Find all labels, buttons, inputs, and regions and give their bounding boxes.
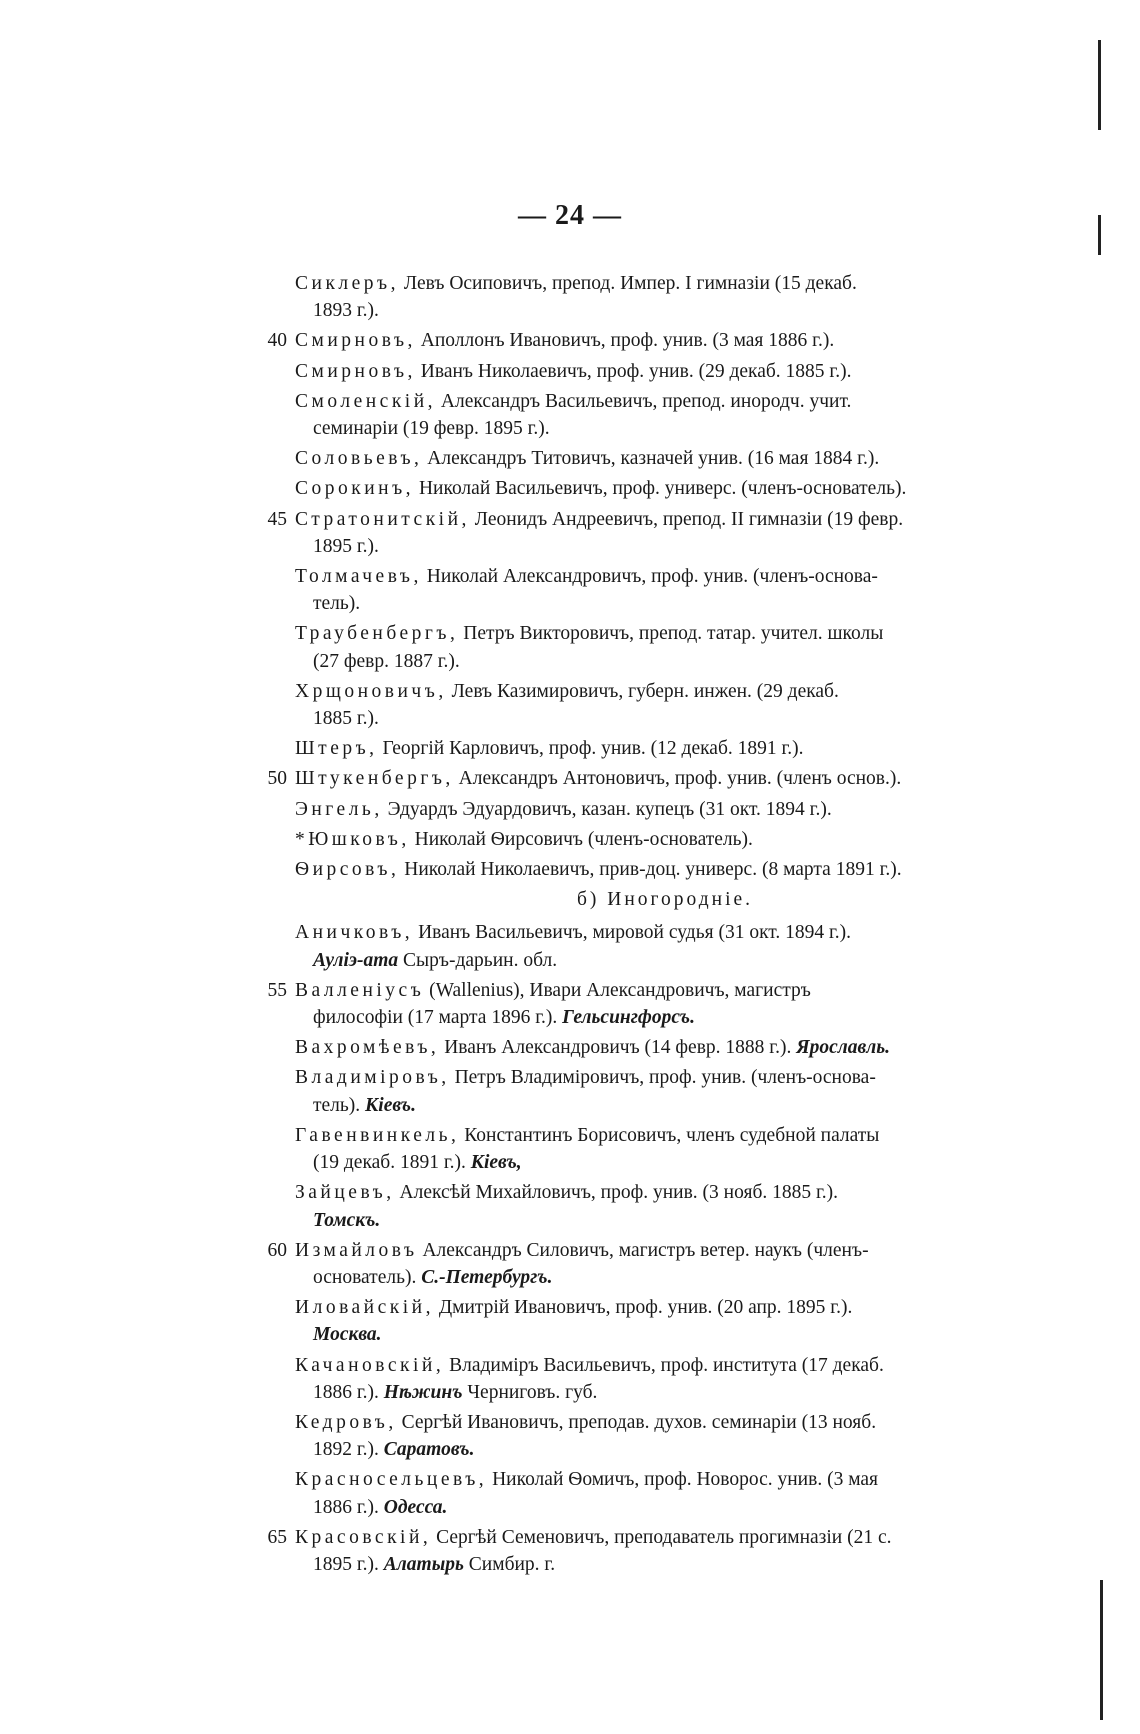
- entry-surname: Аничковъ,: [295, 922, 414, 944]
- entry-place: Аулiэ-ата: [313, 949, 399, 971]
- entry-line: [255, 1264, 1035, 1291]
- entry-text: Николай Николаевичъ, прив-доц. универс. (8 марта 1891 г.).: [404, 859, 902, 881]
- entry-line: [255, 735, 1035, 762]
- list-item: [255, 1466, 1035, 1520]
- entry-surname: Кедровъ,: [295, 1411, 397, 1433]
- entry-surname: Красносельцевъ,: [295, 1469, 488, 1491]
- entries-list: [255, 270, 1035, 1581]
- list-item: [255, 358, 1035, 385]
- entry-line: [255, 1321, 1035, 1348]
- entry-line: [255, 1436, 1035, 1463]
- entry-line: [255, 533, 1035, 560]
- entry-line: [255, 388, 1035, 415]
- entry-text: Владиміръ Васильевичъ, проф. института (17 декаб.: [449, 1354, 884, 1376]
- entry-number: 45: [267, 508, 287, 530]
- entry-surname: Траубенбергъ,: [295, 623, 459, 645]
- entry-line: [255, 563, 1035, 590]
- entry-text: Петръ Владиміровичъ, проф. унив. (членъ-основа-: [454, 1067, 876, 1089]
- entry-surname: Иловайскій,: [295, 1297, 434, 1319]
- entry-line: [255, 1466, 1035, 1493]
- scan-edge-line: [1098, 40, 1101, 130]
- entry-surname: Измайловъ: [295, 1239, 418, 1261]
- entry-text: Николай Васильевичъ, проф. универс. (членъ-основатель).: [418, 478, 907, 500]
- entry-line: [255, 1524, 1035, 1551]
- list-item: [255, 506, 1035, 560]
- entry-surname: Толмачевъ,: [295, 566, 422, 588]
- entry-line: [255, 648, 1035, 675]
- entry-surname: Соловьевъ,: [295, 448, 423, 470]
- entry-line: [255, 1352, 1035, 1379]
- entry-surname: Смоленскій,: [295, 390, 437, 412]
- entry-number: 60: [267, 1239, 287, 1261]
- entry-line: [255, 1064, 1035, 1091]
- entry-line: [255, 765, 1035, 792]
- entry-text: 1895 г.).: [313, 1553, 379, 1575]
- entry-line: [255, 270, 1035, 297]
- entry-text: Николай Ѳомичъ, проф. Новорос. унив. (3 мая: [492, 1469, 879, 1491]
- entry-text: тель).: [313, 1094, 361, 1116]
- entry-text: Левъ Осиповичъ, препод. Импер. I гимназіи (15 декаб.: [403, 273, 857, 294]
- entry-text: 1886 г.).: [313, 1381, 379, 1403]
- entry-line: [255, 1034, 1035, 1061]
- list-item: [255, 475, 1035, 502]
- entry-surname: Качановскій,: [295, 1354, 445, 1376]
- entry-number: 65: [267, 1526, 287, 1548]
- entry-text: Сергѣй Семеновичъ, преподаватель прогимназіи (21 с.: [436, 1526, 892, 1548]
- entry-text: Леонидъ Андреевичъ, препод. II гимназіи (19 февр.: [474, 508, 904, 530]
- list-item: [255, 678, 1035, 732]
- entry-text: Иванъ Николаевичъ, проф. унив. (29 декаб. 1885 г.).: [420, 360, 852, 382]
- entry-surname: Ѳирсовъ,: [295, 859, 400, 881]
- list-item: [255, 388, 1035, 442]
- entry-text: философіи (17 марта 1896 г.).: [313, 1007, 558, 1029]
- entry-surname: Хрщоновичъ,: [295, 680, 447, 702]
- entry-place: Гельсингфорсъ.: [562, 1007, 695, 1029]
- entry-surname: Гавенвинкель,: [295, 1124, 460, 1146]
- entry-text: Александръ Антоновичъ, проф. унив. (членъ основ.).: [458, 768, 902, 790]
- list-item: [255, 620, 1035, 674]
- entry-text: Аполлонъ Ивановичъ, проф. унив. (3 мая 1886 г.).: [420, 330, 835, 352]
- entry-surname: Красовскій,: [295, 1526, 432, 1548]
- list-item: [255, 1294, 1035, 1348]
- entry-text: Константинъ Борисовичъ, членъ судебной палаты: [464, 1124, 880, 1146]
- list-item: [255, 919, 1035, 973]
- entry-line: [255, 1294, 1035, 1321]
- list-item: [255, 1237, 1035, 1291]
- entry-line: [255, 826, 1035, 853]
- list-item: [255, 1409, 1035, 1463]
- entry-text: семинаріи (19 февр. 1895 г.).: [313, 418, 550, 440]
- entry-surname: Валленіусъ: [295, 979, 425, 1001]
- entry-surname: Штеръ,: [295, 738, 378, 760]
- entry-line: [255, 475, 1035, 502]
- list-item: [255, 856, 1035, 883]
- page-number: — 24 —: [518, 200, 622, 231]
- entry-surname: Вахромѣевъ,: [295, 1037, 440, 1059]
- entry-surname: *Юшковъ,: [295, 828, 410, 850]
- entry-text: 1886 г.).: [313, 1496, 379, 1518]
- entry-line: [255, 297, 1035, 324]
- entry-text: Алексѣй Михайловичъ, проф. унив. (3 нояб. 1885 г.).: [399, 1182, 839, 1204]
- entry-text: Николай Александровичъ, проф. унив. (членъ-основа-: [426, 566, 878, 588]
- list-item: [255, 445, 1035, 472]
- entry-surname: Сиклеръ,: [295, 273, 400, 294]
- list-item: [255, 1034, 1035, 1061]
- entry-place-rest: Сыръ-дарьин. обл.: [403, 949, 558, 971]
- entry-line: [255, 415, 1035, 442]
- entry-line: [255, 1004, 1035, 1031]
- entry-line: [255, 506, 1035, 533]
- entry-surname: Стратонитскій,: [295, 508, 470, 530]
- entry-surname: Штукенбергъ,: [295, 768, 454, 790]
- entry-number: 55: [267, 979, 287, 1001]
- entry-place: Одесса.: [383, 1496, 448, 1518]
- list-item: [255, 1179, 1035, 1233]
- entry-text: Дмитрій Ивановичъ, проф. унив. (20 апр. 1895 г.).: [438, 1297, 853, 1319]
- entry-line: [255, 620, 1035, 647]
- entry-text: Александръ Силовичъ, магистръ ветер. наукъ (членъ-: [422, 1239, 869, 1261]
- entry-surname: Сорокинъ,: [295, 478, 415, 500]
- scan-edge-line: [1098, 215, 1101, 255]
- entry-text: 1885 г.).: [313, 708, 379, 730]
- entry-text: Александръ Титовичъ, казначей унив. (16 мая 1884 г.).: [427, 448, 880, 470]
- entry-number: 50: [267, 768, 287, 790]
- entry-place-rest: Черниговъ. губ.: [467, 1381, 598, 1403]
- entry-line: [255, 1179, 1035, 1206]
- entry-line: [255, 358, 1035, 385]
- scan-edge-line: [1100, 1580, 1103, 1720]
- entry-line: [255, 590, 1035, 617]
- entry-place: Москва.: [313, 1324, 382, 1346]
- entry-line: [255, 796, 1035, 823]
- entry-surname: Энгель,: [295, 798, 383, 820]
- entry-line: [255, 705, 1035, 732]
- list-item: [255, 270, 1035, 324]
- entry-line: [255, 1494, 1035, 1521]
- entry-line: [255, 1237, 1035, 1264]
- entry-place: Саратовъ.: [383, 1439, 475, 1461]
- entry-surname: Смирновъ,: [295, 330, 416, 352]
- entry-text: (Wallenius), Ивари Александровичъ, магистръ: [429, 979, 811, 1001]
- entry-surname: Владиміровъ,: [295, 1067, 450, 1089]
- list-item: [255, 977, 1035, 1031]
- list-item: [255, 327, 1035, 354]
- entry-text: Петръ Викторовичъ, препод. татар. учител. школы: [463, 623, 884, 645]
- entry-line: [255, 1409, 1035, 1436]
- list-item: [255, 563, 1035, 617]
- entry-text: (27 февр. 1887 г.).: [313, 650, 460, 672]
- entry-line: [255, 1122, 1035, 1149]
- entry-text: Эдуардъ Эдуардовичъ, казан. купецъ (31 окт. 1894 г.).: [387, 798, 832, 820]
- entry-surname: Зайцевъ,: [295, 1182, 395, 1204]
- entry-line: [255, 327, 1035, 354]
- entry-line: [255, 919, 1035, 946]
- entry-text: Николай Ѳирсовичъ (членъ-основатель).: [414, 828, 753, 850]
- list-item: [255, 765, 1035, 792]
- entry-line: [255, 947, 1035, 974]
- list-item: [255, 735, 1035, 762]
- entry-place: Нѣжинъ: [383, 1381, 463, 1403]
- entry-surname: Смирновъ,: [295, 360, 416, 382]
- entry-line: [255, 445, 1035, 472]
- entry-number: 40: [267, 330, 287, 352]
- entry-line: [255, 1092, 1035, 1119]
- list-item: [255, 796, 1035, 823]
- list-item: [255, 826, 1035, 853]
- list-item: [255, 1064, 1035, 1118]
- list-item: [255, 1352, 1035, 1406]
- entry-text: тель).: [313, 593, 361, 615]
- entry-text: (19 декаб. 1891 г.).: [313, 1152, 466, 1174]
- entry-place: Кіевъ.: [365, 1094, 416, 1116]
- entry-text: Сергѣй Ивановичъ, преподав. духов. семинаріи (13 нояб.: [401, 1411, 877, 1433]
- entry-text: 1892 г.).: [313, 1439, 379, 1461]
- entry-place: Алатырь: [383, 1553, 464, 1575]
- entry-place: Томскъ.: [313, 1209, 381, 1231]
- entry-place: С.-Петербургъ.: [421, 1266, 553, 1288]
- entry-line: [255, 1379, 1035, 1406]
- entry-text: Георгій Карловичъ, проф. унив. (12 декаб. 1891 г.).: [382, 738, 804, 760]
- entry-text: основатель).: [313, 1266, 417, 1288]
- entry-line: [255, 1551, 1035, 1578]
- entry-line: [255, 678, 1035, 705]
- entry-line: [255, 1207, 1035, 1234]
- list-item: [255, 1122, 1035, 1176]
- entry-text: Александръ Васильевичъ, препод. инородч. учит.: [440, 390, 852, 412]
- entry-place: Ярославль.: [796, 1037, 891, 1059]
- entry-line: [255, 1149, 1035, 1176]
- section-heading: б) Иногородніе.: [576, 889, 754, 911]
- entry-text: Иванъ Александровичъ (14 февр. 1888 г.).: [444, 1037, 792, 1059]
- entry-text: Левъ Казимировичъ, губерн. инжен. (29 декаб.: [451, 680, 839, 702]
- entry-text: 1893 г.).: [313, 300, 379, 322]
- entry-line: [255, 856, 1035, 883]
- entry-text: Иванъ Васильевичъ, мировой судья (31 окт. 1894 г.).: [418, 922, 852, 944]
- entry-place-rest: Симбир. г.: [468, 1553, 556, 1575]
- list-item: [255, 1524, 1035, 1578]
- entry-text: 1895 г.).: [313, 535, 379, 557]
- entry-line: [255, 977, 1035, 1004]
- entry-place: Кіевъ,: [470, 1152, 522, 1174]
